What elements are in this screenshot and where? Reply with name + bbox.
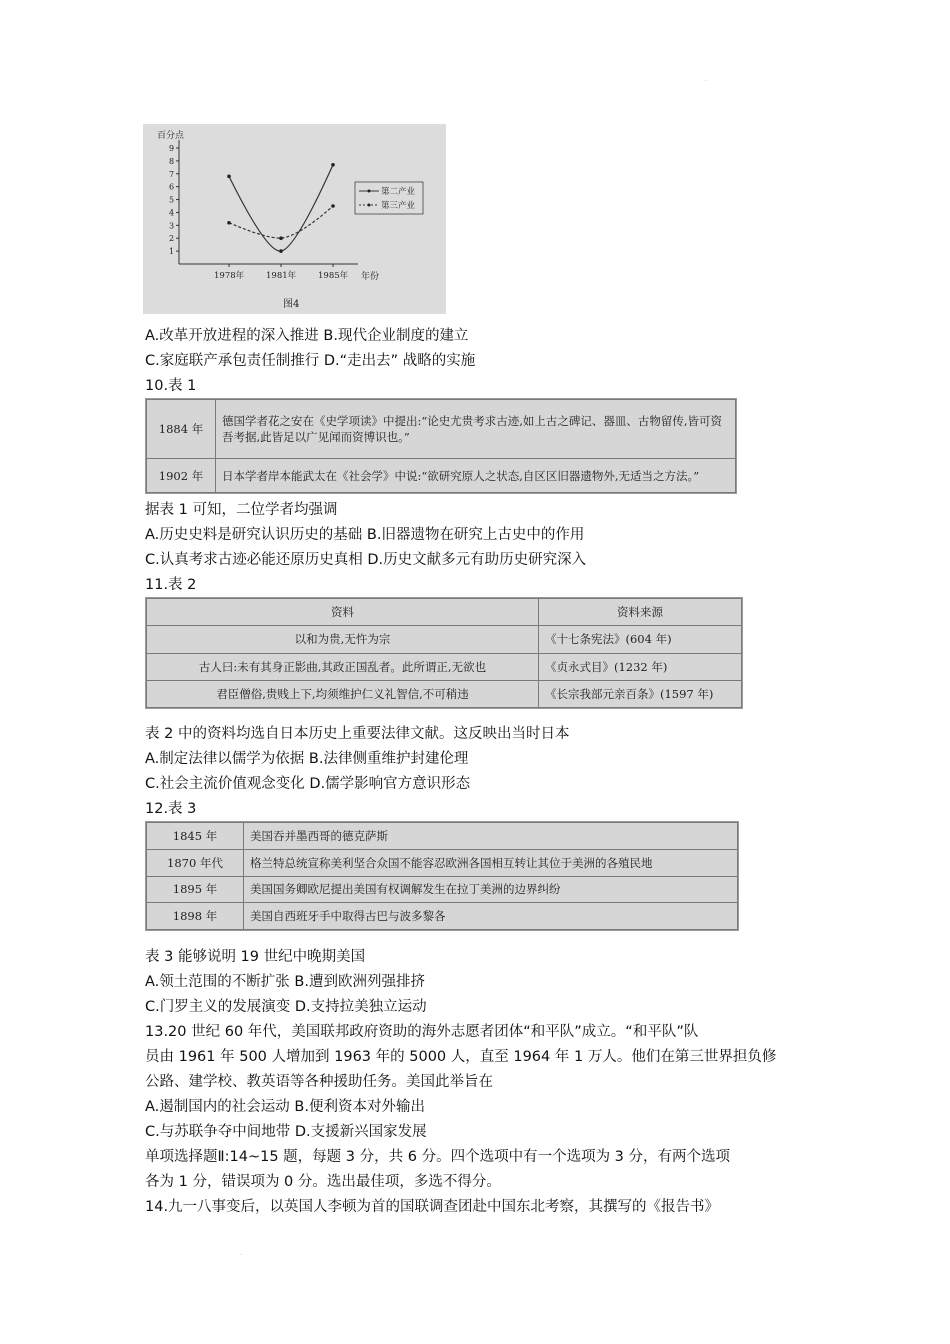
legend-label: 第三产业 — [381, 201, 416, 211]
x-unit-label: 年份 — [361, 272, 380, 282]
y-tick-label: 1 — [169, 247, 175, 257]
table-row — [147, 876, 738, 903]
table-cell-text: 德国学者花之安在《史学项读》中提出:“论史尤贵考求古迹,如上古之碑记、器皿、古物留传,皆可资吾考据,此皆足以广见闻而资博识也。” — [216, 400, 736, 459]
q13-option-line-2: C.与苏联争夺中间地带 D.支援新兴国家发展 — [145, 1124, 427, 1140]
table-cell-text: 美国吞并墨西哥的德克萨斯 — [244, 823, 738, 850]
y-tick-label: 5 — [169, 195, 175, 205]
table-cell-year: 1902 年 — [147, 459, 216, 493]
legend-marker — [368, 190, 371, 193]
q11-option-line-1: A.制定法律以儒学为依据 B.法律侧重维护封建伦理 — [145, 751, 469, 767]
table-1 — [145, 398, 737, 494]
data-point — [279, 249, 283, 253]
table-cell-text: 君臣僧俗,贵贱上下,均须维护仁义礼智信,不可稍违 — [147, 680, 539, 707]
table-row — [147, 849, 738, 876]
table-header-cell: 资料来源 — [539, 599, 742, 626]
data-point — [331, 204, 335, 208]
q9-option-line-1: A.改革开放进程的深入推进 B.现代企业制度的建立 — [145, 328, 469, 344]
data-point — [227, 175, 231, 179]
q11-label: 11.表 2 — [145, 577, 197, 593]
data-point — [331, 163, 335, 167]
line-chart — [143, 124, 446, 314]
table-row — [147, 903, 738, 930]
y-tick-label: 9 — [169, 144, 175, 153]
q11-option-line-2: C.社会主流价值观念变化 D.儒学影响官方意识形态 — [145, 776, 471, 792]
y-unit-label: 百分点 — [157, 131, 185, 141]
section-2-instructions-line-2: 各为 1 分，错误项为 0 分。选出最佳项，多选不得分。 — [145, 1174, 501, 1190]
table-cell-text: 日本学者岸本能武太在《社会学》中说:“欲研究原人之状态,自区区旧器遗物外,无适当之方法。” — [216, 459, 736, 493]
table-row — [147, 653, 742, 680]
q10-option-line-1: A.历史史料是研究认识历史的基础 B.旧器遗物在研究上古史中的作用 — [145, 527, 585, 543]
q10-stem: 据表 1 可知，二位学者均强调 — [145, 502, 338, 518]
data-point — [279, 236, 283, 240]
table-row — [147, 680, 742, 707]
table-header-row — [147, 599, 742, 626]
table-cell-text: 以和为贵,无忤为宗 — [147, 626, 539, 653]
q9-option-line-2: C.家庭联产承包责任制推行 D.“走出去” 战略的实施 — [145, 353, 476, 369]
table-header-cell: 资料 — [147, 599, 539, 626]
q12-stem: 表 3 能够说明 19 世纪中晚期美国 — [145, 949, 366, 965]
x-tick-label: 1985年 — [318, 271, 349, 281]
table-cell-year: 1895 年 — [147, 876, 244, 903]
q11-stem: 表 2 中的资料均选自日本历史上重要法律文献。这反映出当时日本 — [145, 726, 570, 742]
table-row — [147, 459, 736, 493]
series-line — [229, 206, 333, 238]
q13-text-line-2: 员由 1961 年 500 人增加到 1963 年的 5000 人，直至 1964 年 1 万人。他们在第三世界担负修 — [145, 1049, 777, 1065]
table-cell-year: 1884 年 — [147, 400, 216, 459]
q10-option-line-2: C.认真考求古迹必能还原历史真相 D.历史文献多元有助历史研究深入 — [145, 552, 587, 568]
table-cell-source: 《长宗我部元亲百条》(1597 年) — [539, 680, 742, 707]
section-2-instructions-line-1: 单项选择题Ⅱ:14~15 题，每题 3 分，共 6 分。四个选项中有一个选项为 3 分，有两个选项 — [145, 1149, 731, 1165]
y-tick-label: 2 — [169, 234, 175, 244]
table-cell-text: 古人曰:未有其身正影曲,其政正国乱者。此所谓正,无欲也 — [147, 653, 539, 680]
table-cell-source: 《贞永式目》(1232 年) — [539, 653, 742, 680]
table-2 — [145, 597, 743, 709]
q14-text-line-1: 14.九一八事变后，以英国人李顿为首的国联调查团赴中国东北考察，其撰写的《报告书》 — [145, 1199, 720, 1215]
table-cell-year: 1870 年代 — [147, 849, 244, 876]
table-3 — [145, 821, 739, 931]
q12-option-line-2: C.门罗主义的发展演变 D.支持拉美独立运动 — [145, 999, 427, 1015]
figure-caption: 图4 — [283, 299, 300, 310]
q13-text-line-3: 公路、建学校、教英语等各种援助任务。美国此举旨在 — [145, 1074, 493, 1090]
legend-label: 第二产业 — [381, 187, 416, 197]
table-cell-text: 美国国务卿欧尼提出美国有权调解发生在拉丁美洲的边界纠纷 — [244, 876, 738, 903]
table-row — [147, 626, 742, 653]
x-tick-label: 1981年 — [266, 271, 297, 281]
table-row — [147, 400, 736, 459]
figure-4 — [143, 124, 446, 314]
table-cell-year: 1845 年 — [147, 823, 244, 850]
q12-label: 12.表 3 — [145, 801, 197, 817]
q12-option-line-1: A.领土范围的不断扩张 B.遭到欧洲列强排挤 — [145, 974, 425, 990]
x-tick-label: 1978年 — [214, 271, 245, 281]
table-cell-text: 格兰特总统宣称美利坚合众国不能容忍欧洲各国相互转让其位于美洲的各殖民地 — [244, 849, 738, 876]
y-tick-label: 7 — [169, 169, 175, 179]
q13-option-line-1: A.遏制国内的社会运动 B.便利资本对外输出 — [145, 1099, 425, 1115]
y-tick-label: 6 — [169, 182, 175, 192]
legend-marker — [368, 204, 371, 207]
y-tick-label: 8 — [169, 156, 175, 166]
q13-text-line-1: 13.20 世纪 60 年代，美国联邦政府资助的海外志愿者团体“和平队”成立。“和平队”队 — [145, 1024, 699, 1040]
page-mark: . — [705, 76, 707, 83]
q10-label: 10.表 1 — [145, 378, 197, 394]
table-cell-year: 1898 年 — [147, 903, 244, 930]
data-point — [227, 221, 231, 225]
table-cell-source: 《十七条宪法》(604 年) — [539, 626, 742, 653]
table-cell-text: 美国自西班牙手中取得古巴与波多黎各 — [244, 903, 738, 930]
y-tick-label: 3 — [169, 221, 175, 231]
y-tick-label: 4 — [169, 208, 175, 218]
page-mark: . — [240, 1250, 242, 1257]
table-row — [147, 823, 738, 850]
